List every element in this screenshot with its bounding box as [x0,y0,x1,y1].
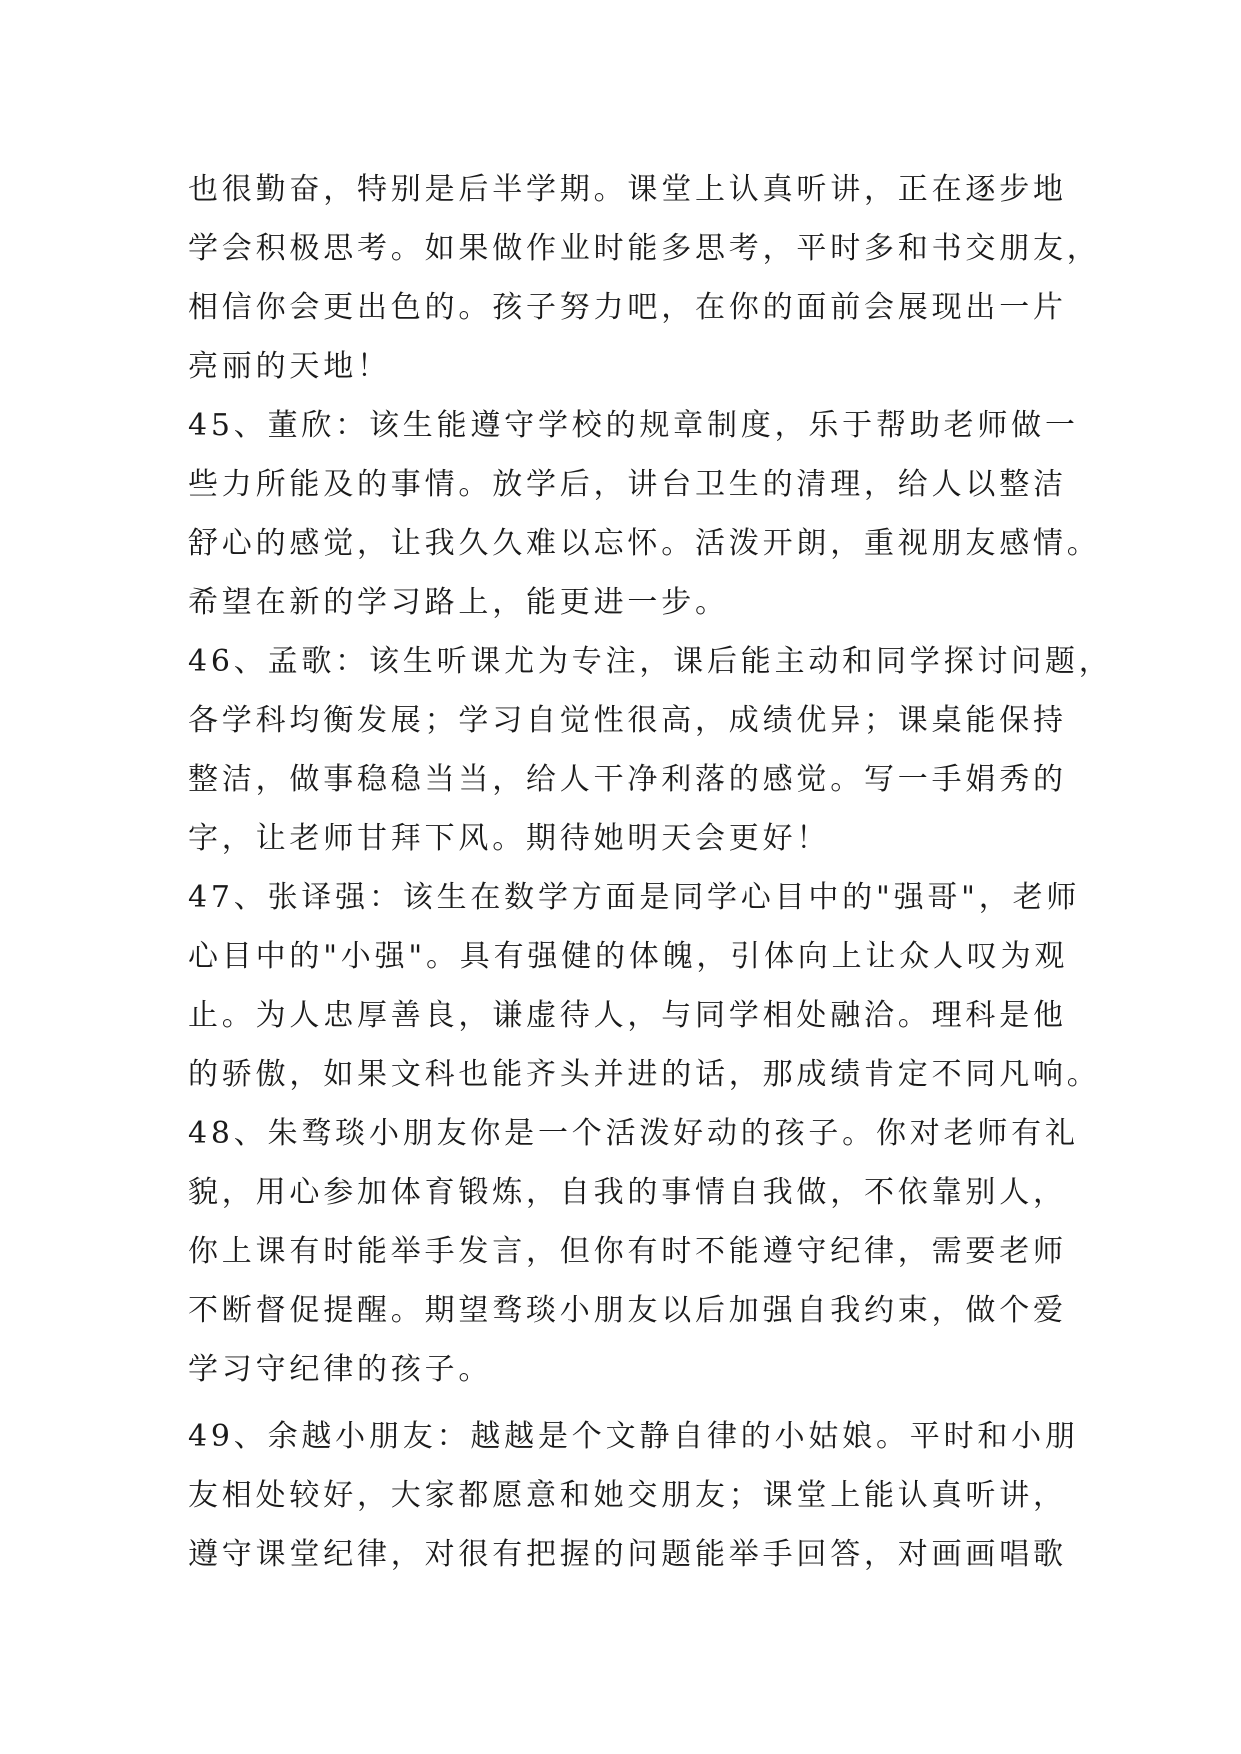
text-line: 学习守纪律的孩子。 [188,1352,493,1387]
text-line: 些力所能及的事情。放学后，讲台卫生的清理，给人以整洁 [188,467,1067,502]
document-body [188,160,1113,1584]
text-line: 友相处较好，大家都愿意和她交朋友；课堂上能认真听讲， [188,1478,1067,1513]
text-line: 舒心的感觉，让我久久难以忘怀。活泼开朗，重视朋友感情。 [188,526,1101,561]
text-line: 整洁，做事稳稳当当，给人干净利落的感觉。写一手娟秀的 [188,762,1067,797]
text-line: 貌，用心参加体育锻炼，自我的事情自我做，不依靠别人， [188,1175,1067,1210]
text-line: 各学科均衡发展；学习自觉性很高，成绩优异；课桌能保持 [188,703,1067,738]
text-line: 也很勤奋，特别是后半学期。课堂上认真听讲，正在逐步地 [188,172,1067,207]
text-line: 希望在新的学习路上，能更进一步。 [188,585,729,620]
text-line: 学会积极思考。如果做作业时能多思考，平时多和书交朋友， [188,231,1101,266]
text-line: 相信你会更出色的。孩子努力吧，在你的面前会展现出一片 [188,290,1067,325]
text-line: 亮丽的天地！ [188,349,391,384]
text-line: 遵守课堂纪律，对很有把握的问题能举手回答，对画画唱歌 [188,1537,1067,1572]
text-line: 47、张译强：该生在数学方面是同学心目中的"强哥"，老师 [188,880,1081,915]
text-line: 45、董欣：该生能遵守学校的规章制度，乐于帮助老师做一 [188,408,1079,443]
text-line: 49、余越小朋友：越越是个文静自律的小姑娘。平时和小朋 [188,1419,1079,1454]
text-line: 48、朱骛琰小朋友你是一个活泼好动的孩子。你对老师有礼 [188,1116,1079,1151]
text-line: 46、孟歌：该生听课尤为专注，课后能主动和同学探讨问题， [188,644,1113,679]
text-line: 心目中的"小强"。具有强健的体魄，引体向上让众人叹为观 [188,939,1069,974]
text-line: 字，让老师甘拜下风。期待她明天会更好！ [188,821,831,856]
text-line: 止。为人忠厚善良，谦虚待人，与同学相处融洽。理科是他 [188,998,1067,1033]
text-line: 你上课有时能举手发言，但你有时不能遵守纪律，需要老师 [188,1234,1067,1269]
text-line: 不断督促提醒。期望骛琰小朋友以后加强自我约束，做个爱 [188,1293,1067,1328]
text-line: 的骄傲，如果文科也能齐头并进的话，那成绩肯定不同凡响。 [188,1057,1101,1092]
